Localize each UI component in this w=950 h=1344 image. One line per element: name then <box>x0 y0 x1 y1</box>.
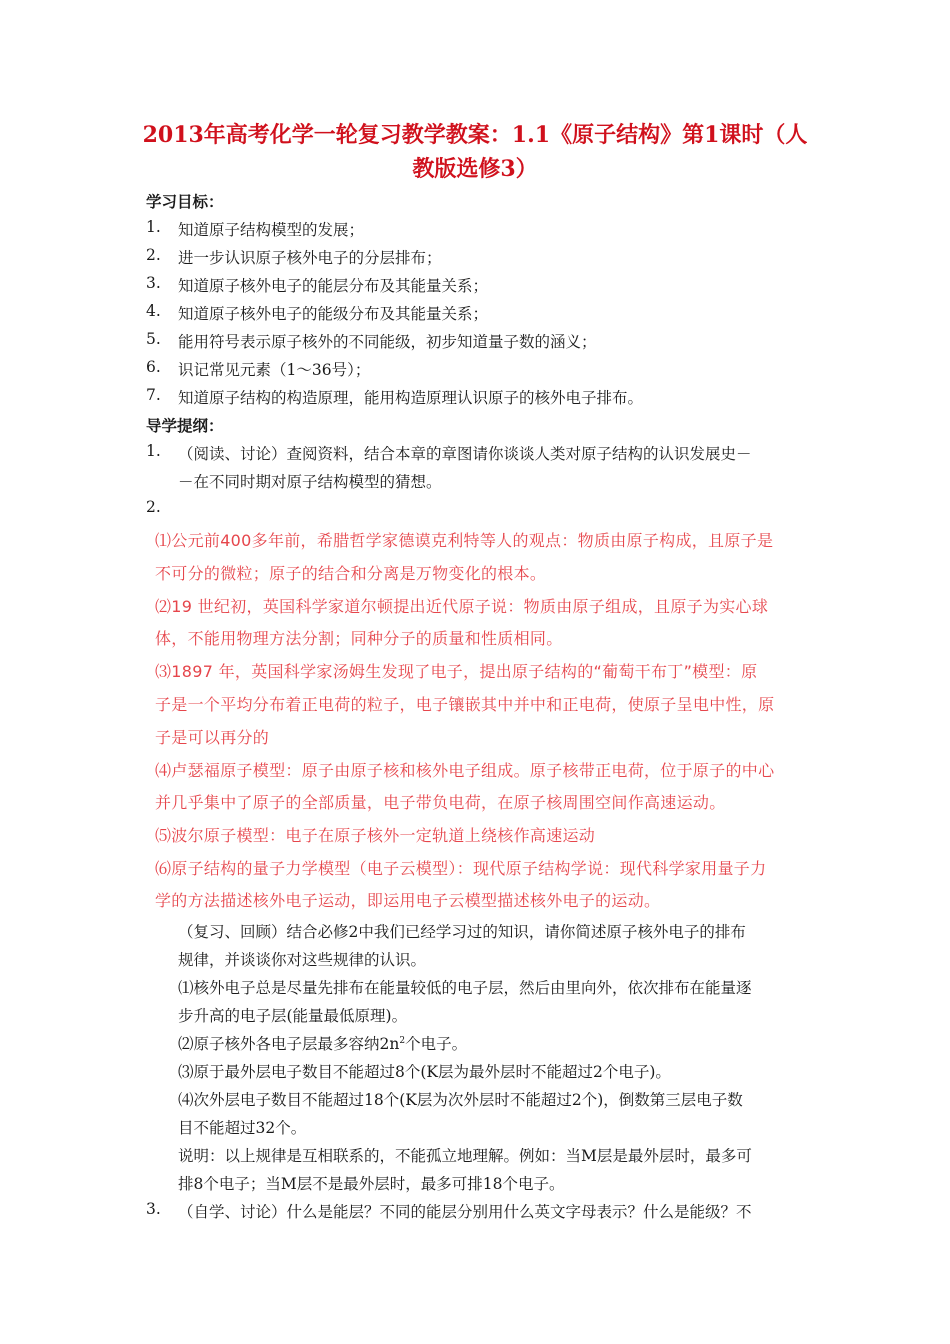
item-3-text: （自学、讨论）什么是能层？不同的能层分别用什么英文字母表示？什么是能级？不 <box>178 1203 752 1221</box>
goal-number: 3. <box>146 274 161 292</box>
history-line: ⑹原子结构的量子力学模型（电子云模型）：现代原子结构学说：现代科学家用量子力 <box>155 859 767 878</box>
rule-1-line-1: ⑴核外电子总是尽量先排布在能量较低的电子层，然后由里向外，依次排布在能量逐 <box>178 979 752 997</box>
goal-text: 进一步认识原子核外电子的分层排布； <box>178 249 442 267</box>
item-2-number: 2. <box>146 498 161 516</box>
goal-text: 知道原子核外电子的能级分布及其能量关系； <box>178 305 489 323</box>
review-prompt-line-1: （复习、回顾）结合必修2中我们已经学习过的知识，请你简述原子核外电子的排布 <box>178 923 746 941</box>
rule-4-line-1: ⑷次外层电子数目不能超过18个(K层为次外层时不能超过2个)，倒数第三层电子数 <box>178 1091 743 1109</box>
item-1-text-line-2: －在不同时期对原子结构模型的猜想。 <box>178 473 442 491</box>
goal-text: 知道原子核外电子的能层分布及其能量关系； <box>178 277 489 295</box>
note-line-1: 说明：以上规律是互相联系的，不能孤立地理解。例如：当M层是最外层时，最多可 <box>178 1147 752 1165</box>
history-line: ⑸波尔原子模型：电子在原子核外一定轨道上绕核作高速运动 <box>155 826 596 845</box>
rule-2-superscript: 2 <box>399 1035 406 1046</box>
review-prompt-line-2: 规律，并谈谈你对这些规律的认识。 <box>178 951 427 969</box>
goal-number: 6. <box>146 358 161 376</box>
history-line: 不可分的微粒；原子的结合和分离是万物变化的根本。 <box>155 564 547 583</box>
goal-number: 1. <box>146 218 161 236</box>
item-3-number: 3. <box>146 1200 161 1218</box>
rule-1-line-2: 步升高的电子层(能量最低原理)。 <box>178 1007 408 1025</box>
goal-text: 能用符号表示原子核外的不同能级，初步知道量子数的涵义； <box>178 333 597 351</box>
rule-4-line-2: 目不能超过32个。 <box>178 1119 307 1137</box>
history-line: 子是可以再分的 <box>155 728 270 747</box>
note-line-2: 排8个电子；当M层不是最外层时，最多可排18个电子。 <box>178 1175 565 1193</box>
rule-2-text: ⑵原子核外各电子层最多容纳2n <box>178 1035 400 1053</box>
history-line: 并几乎集中了原子的全部质量，电子带负电荷，在原子核周围空间作高速运动。 <box>155 793 726 812</box>
rule-2-text-end: 个电子。 <box>405 1035 468 1053</box>
item-1-text-line-1: （阅读、讨论）查阅资料，结合本章的章图请你谈谈人类对原子结构的认识发展史－ <box>178 445 752 463</box>
goal-number: 5. <box>146 330 161 348</box>
history-line: 子是一个平均分布着正电荷的粒子，电子镶嵌其中并中和正电荷，使原子呈电中性，原 <box>155 695 775 714</box>
goal-number: 4. <box>146 302 161 320</box>
goal-number: 2. <box>146 246 161 264</box>
history-line: ⑷卢瑟福原子模型：原子由原子核和核外电子组成。原子核带正电荷，位于原子的中心 <box>155 761 775 780</box>
rule-2 <box>178 1032 467 1054</box>
rule-3: ⑶原于最外层电子数目不能超过8个(K层为最外层时不能超过2个电子)。 <box>178 1063 671 1081</box>
history-line: ⑶1897 年，英国科学家汤姆生发现了电子，提出原子结构的“葡萄干布丁”模型：原 <box>155 662 758 681</box>
goals-heading: 学习目标： <box>146 192 224 211</box>
history-line: ⑴公元前400多年前，希腊哲学家德谟克利特等人的观点：物质由原子构成，且原子是 <box>155 531 774 550</box>
guide-heading: 导学提纲： <box>146 416 224 435</box>
history-line: ⑵19 世纪初，英国科学家道尔顿提出近代原子说：物质由原子组成，且原子为实心球 <box>155 597 769 616</box>
item-1-number: 1. <box>146 442 161 460</box>
title-line-2: 教版选修3） <box>412 156 538 182</box>
document-title <box>120 118 830 186</box>
goal-text: 知道原子结构模型的发展； <box>178 221 365 239</box>
goal-text: 知道原子结构的构造原理，能用构造原理认识原子的核外电子排布。 <box>178 389 644 407</box>
history-line: 体，不能用物理方法分割；同种分子的质量和性质相同。 <box>155 629 563 648</box>
title-line-1: 2013年高考化学一轮复习教学教案：1.1《原子结构》第1课时（人 <box>142 122 808 148</box>
goal-number: 7. <box>146 386 161 404</box>
history-line: 学的方法描述核外电子运动，即运用电子云模型描述核外电子的运动。 <box>155 891 661 910</box>
goal-text: 识记常见元素（1～36号）； <box>178 361 371 379</box>
